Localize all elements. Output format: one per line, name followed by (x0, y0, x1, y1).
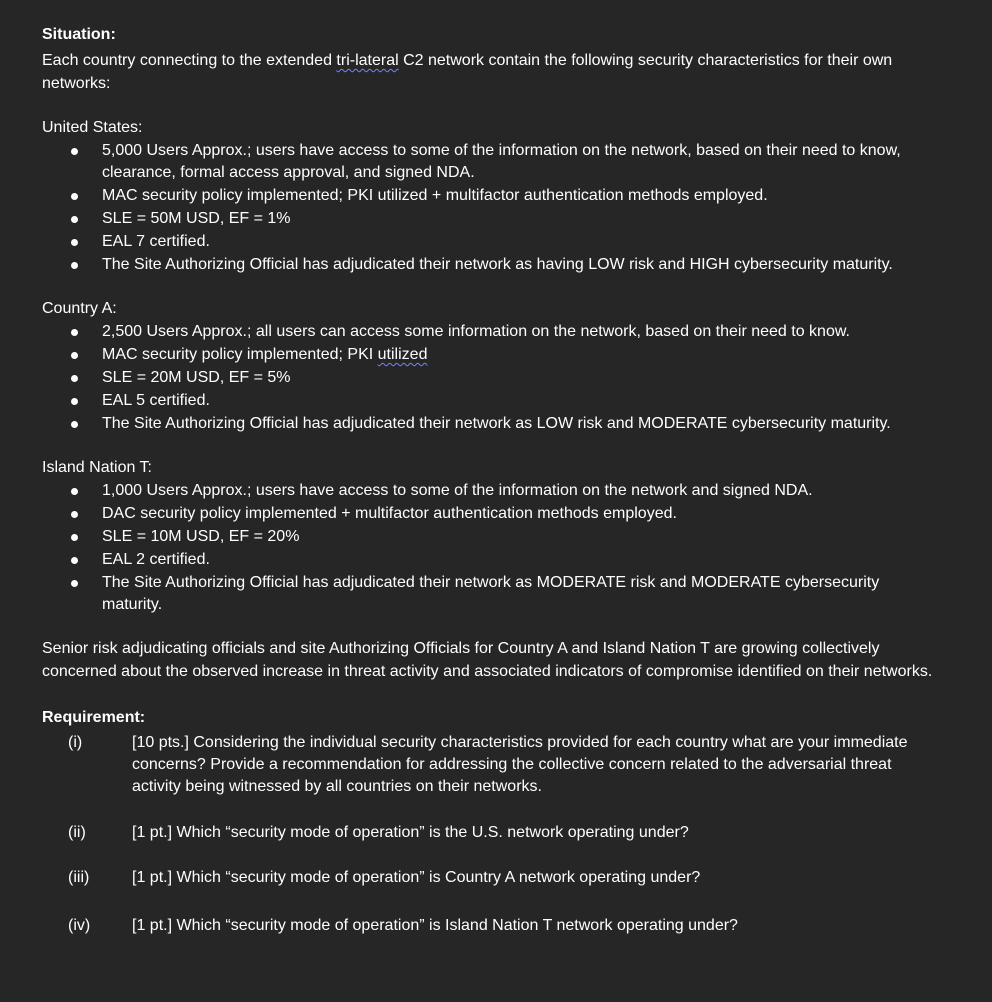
bullet-icon (71, 239, 78, 246)
bullet-icon (71, 375, 78, 382)
bullet-icon (71, 352, 78, 359)
situation-heading: Situation: (42, 26, 116, 43)
country-section-united-states (42, 116, 942, 276)
requirement-text: [1 pt.] Which “security mode of operation” is the U.S. network operating under? (132, 824, 689, 841)
list-item (42, 503, 942, 525)
list-item (42, 231, 942, 253)
country-label: Island Nation T: (42, 459, 152, 476)
list-item-text: SLE = 20M USD, EF = 5% (102, 369, 291, 386)
bullet-icon (71, 193, 78, 200)
list-item (42, 480, 942, 502)
country-label: United States: (42, 119, 143, 136)
list-item (42, 344, 942, 366)
list-item (42, 321, 942, 343)
list-item-text: MAC security policy implemented; PKI utilized + multifactor authentication methods employed. (102, 187, 768, 204)
situation-intro (42, 49, 942, 95)
list-item-text: DAC security policy implemented + multifactor authentication methods employed. (102, 505, 677, 522)
bullet-icon (71, 580, 78, 587)
requirement-number: (i) (68, 734, 83, 751)
bullet-icon (71, 216, 78, 223)
document (42, 20, 942, 937)
bullet-icon (71, 329, 78, 336)
requirement-number: (iii) (68, 869, 90, 886)
list-item-text: 1,000 Users Approx.; users have access to some of the information on the network and signed NDA. (102, 482, 813, 499)
list-item (42, 140, 942, 184)
bullet-icon (71, 421, 78, 428)
bullet-icon (71, 511, 78, 518)
requirement-text: [10 pts.] Considering the individual security characteristics provided for each country what are your immediate concerns? Provide a recommendation for addressing the collective concern related to the adversarial threat activity being witnessed by all countries on their networks. (132, 734, 908, 795)
requirement-text: [1 pt.] Which “security mode of operation” is Country A network operating under? (132, 869, 701, 886)
list-item-text: 5,000 Users Approx.; users have access to some of the information on the network, based on their need to know, clearance, formal access approval, and signed NDA. (102, 142, 901, 181)
spellcheck-word-trilateral[interactable]: tri-lateral (336, 52, 399, 69)
bullet-icon (71, 488, 78, 495)
list-item-text: EAL 5 certified. (102, 392, 210, 409)
country-section-country-a (42, 297, 942, 435)
list-item (42, 208, 942, 230)
list-item (42, 526, 942, 548)
list-item-text: SLE = 10M USD, EF = 20% (102, 528, 300, 545)
list-item-text: EAL 2 certified. (102, 551, 210, 568)
list-item (42, 185, 942, 207)
list-item-text: The Site Authorizing Official has adjudicated their network as having LOW risk and HIGH cybersecurity maturity. (102, 256, 893, 273)
bullet-icon (71, 557, 78, 564)
requirement-heading: Requirement: (42, 709, 146, 726)
requirement-text: [1 pt.] Which “security mode of operation” is Island Nation T network operating under? (132, 917, 738, 934)
country-label: Country A: (42, 300, 117, 317)
list-item (42, 367, 942, 389)
requirement-number: (ii) (68, 824, 86, 841)
requirement-number: (iv) (68, 917, 91, 934)
concern-paragraph: Senior risk adjudicating officials and site Authorizing Officials for Country A and Island Nation T are growing collectively concerned about the observed increase in threat activity and associated indicators of compromise identified on their networks. (42, 640, 933, 680)
bullet-icon (71, 398, 78, 405)
requirement-item (42, 822, 942, 844)
list-item-text: EAL 7 certified. (102, 233, 210, 250)
list-item-text: MAC security policy implemented; PKI (102, 346, 378, 363)
bullet-list (42, 321, 942, 435)
situation-intro-start: Each country connecting to the extended (42, 52, 337, 69)
list-item (42, 254, 942, 276)
requirement-item (42, 867, 942, 889)
bullet-icon (71, 262, 78, 269)
bullet-icon (71, 148, 78, 155)
list-item (42, 390, 942, 412)
bullet-list (42, 140, 942, 276)
bullet-list (42, 480, 942, 616)
list-item-text: The Site Authorizing Official has adjudicated their network as LOW risk and MODERATE cybersecurity maturity. (102, 415, 891, 432)
list-item-text: The Site Authorizing Official has adjudicated their network as MODERATE risk and MODERATE cybersecurity maturity. (102, 574, 880, 613)
requirement-item (42, 732, 942, 798)
list-item (42, 572, 942, 616)
list-item (42, 413, 942, 435)
requirement-item (42, 915, 942, 937)
country-section-island-nation-t (42, 456, 942, 616)
spellcheck-word-utilized[interactable]: utilized (377, 346, 428, 363)
list-item-text: 2,500 Users Approx.; all users can access some information on the network, based on their need to know. (102, 323, 850, 340)
list-item (42, 549, 942, 571)
bullet-icon (71, 534, 78, 541)
list-item-text: SLE = 50M USD, EF = 1% (102, 210, 291, 227)
situation-intro-end: C2 network contain the following security characteristics for their own networks: (42, 52, 893, 92)
